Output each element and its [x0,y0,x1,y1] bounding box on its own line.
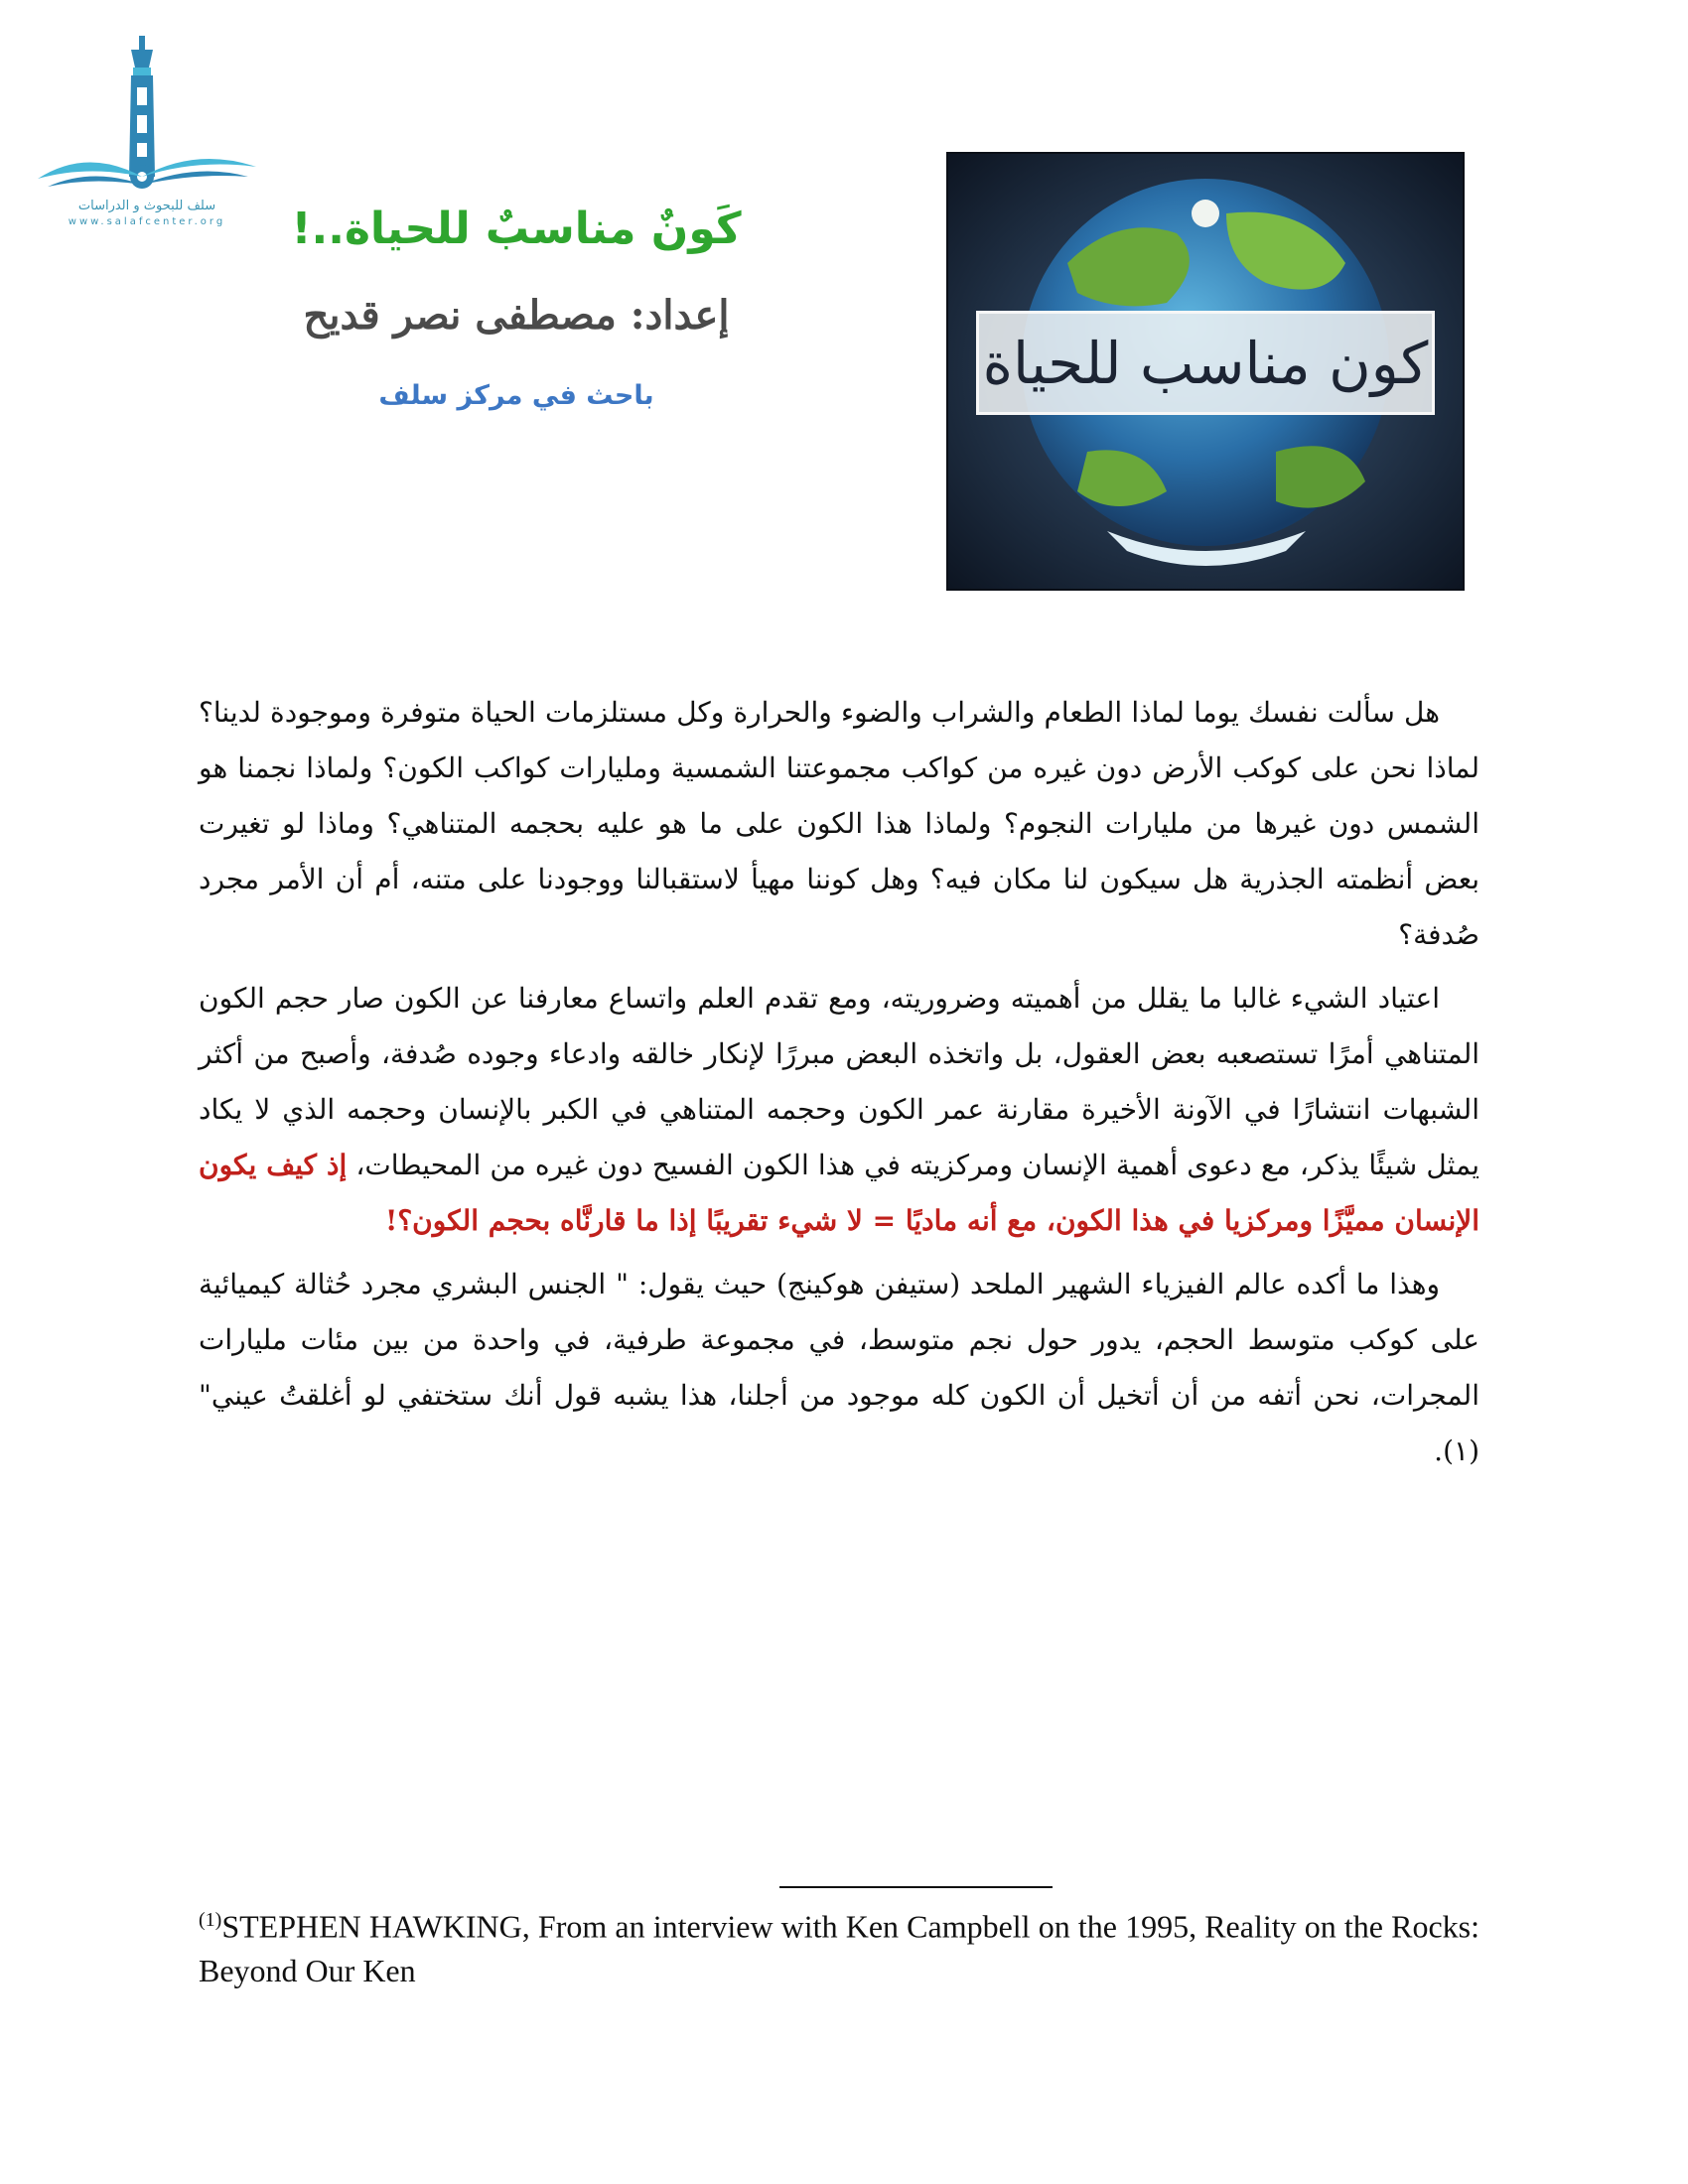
paragraph-3-end: . [1434,1434,1444,1467]
paragraph-2-text: اعتياد الشيء غالبا ما يقلل من أهميته وضروريته، ومع تقدم العلم واتساع معارفنا عن الكون صار حجم الكون المتناهي أمرًا تستصعبه بعض العقول، بل واتخذه البعض مبررًا لإنكار خالقه وادعاء وجوده صُدفة، وأصبح من أكثر الشبهات انتشارًا في الآونة الأخيرة مقارنة عمر الكون وحجمه المتناهي في الكبر بالإنسان وحجمه الذي لا يكاد يمثل شيئًا يذكر، مع دعوى أهمية الإنسان ومركزيته في هذا الكون الفسيح دون غيره من المحيطات، [199,982,1479,1181]
salaf-center-logo [28,28,266,241]
cover-image [946,152,1465,591]
footnote-divider [779,1886,1053,1888]
highlighted-question: إذ كيف يكون الإنسان مميَّزًا ومركزيا في هذا الكون، مع أنه ماديًا = لا شيء تقريبًا إذا ما قارنَّاه بحجم الكون؟! [199,1149,1479,1237]
cover-banner-text: كون مناسب للحياة [982,329,1429,397]
paragraph-1: هل سألت نفسك يوما لماذا الطعام والشراب والضوء والحرارة وكل مستلزمات الحياة متوفرة وموجودة لدينا؟ لماذا نحن على كوكب الأرض دون غيره من كواكب مجموعتنا الشمسية ومليارات كواكب الكون؟ ولماذا نجمنا هو الشمس دون غيرها من مليارات النجوم؟ ولماذا هذا الكون على ما هو عليه بحجمه المتناهي؟ وماذا لو تغيرت بعض أنظمته الجذرية هل سيكون لنا مكان فيه؟ وهل كوننا مهيأ لاستقبالنا ووجودنا على متنه، أم أن الأمر مجرد صُدفة؟ [199,696,1479,951]
footnote-reference[interactable]: (١) [1443,1434,1479,1467]
cover-banner [976,311,1435,415]
footnote [199,1898,1479,1992]
logo-caption-arabic: سلف للبحوث و الدراسات [77,199,216,213]
page-title: كَونٌ مناسبٌ للحياة..! [291,204,742,254]
footnote-marker: (1) [199,1909,222,1931]
paragraph-2 [199,971,1479,1249]
author-affiliation: باحث في مركز سلف [378,380,654,411]
article-heading [278,204,755,411]
logo-caption-url: www.salafcenter.org [68,216,226,227]
article-body [199,685,1479,1487]
author-line: إعداد: مصطفى نصر قديح [303,292,730,339]
paragraph-3-text: وهذا ما أكده عالم الفيزياء الشهير الملحد (ستيفن هوكينج) حيث يقول: " الجنس البشري مجرد حُثالة كيميائية على كوكب متوسط الحجم، يدور حول نجم متوسط، في مجموعة طرفية، في واحدة من بين مئات مليارات المجرات، نحن أتفه من أن أتخيل أن الكون كله موجود من أجلنا، هذا يشبه قول أنك ستختفي لو أغلقتُ عيني" [199,1268,1479,1412]
paragraph-3 [199,1257,1479,1479]
footnote-text: STEPHEN HAWKING, From an interview with Ken Campbell on the 1995, Reality on the Rocks: Beyond Our Ken [199,1908,1479,1988]
